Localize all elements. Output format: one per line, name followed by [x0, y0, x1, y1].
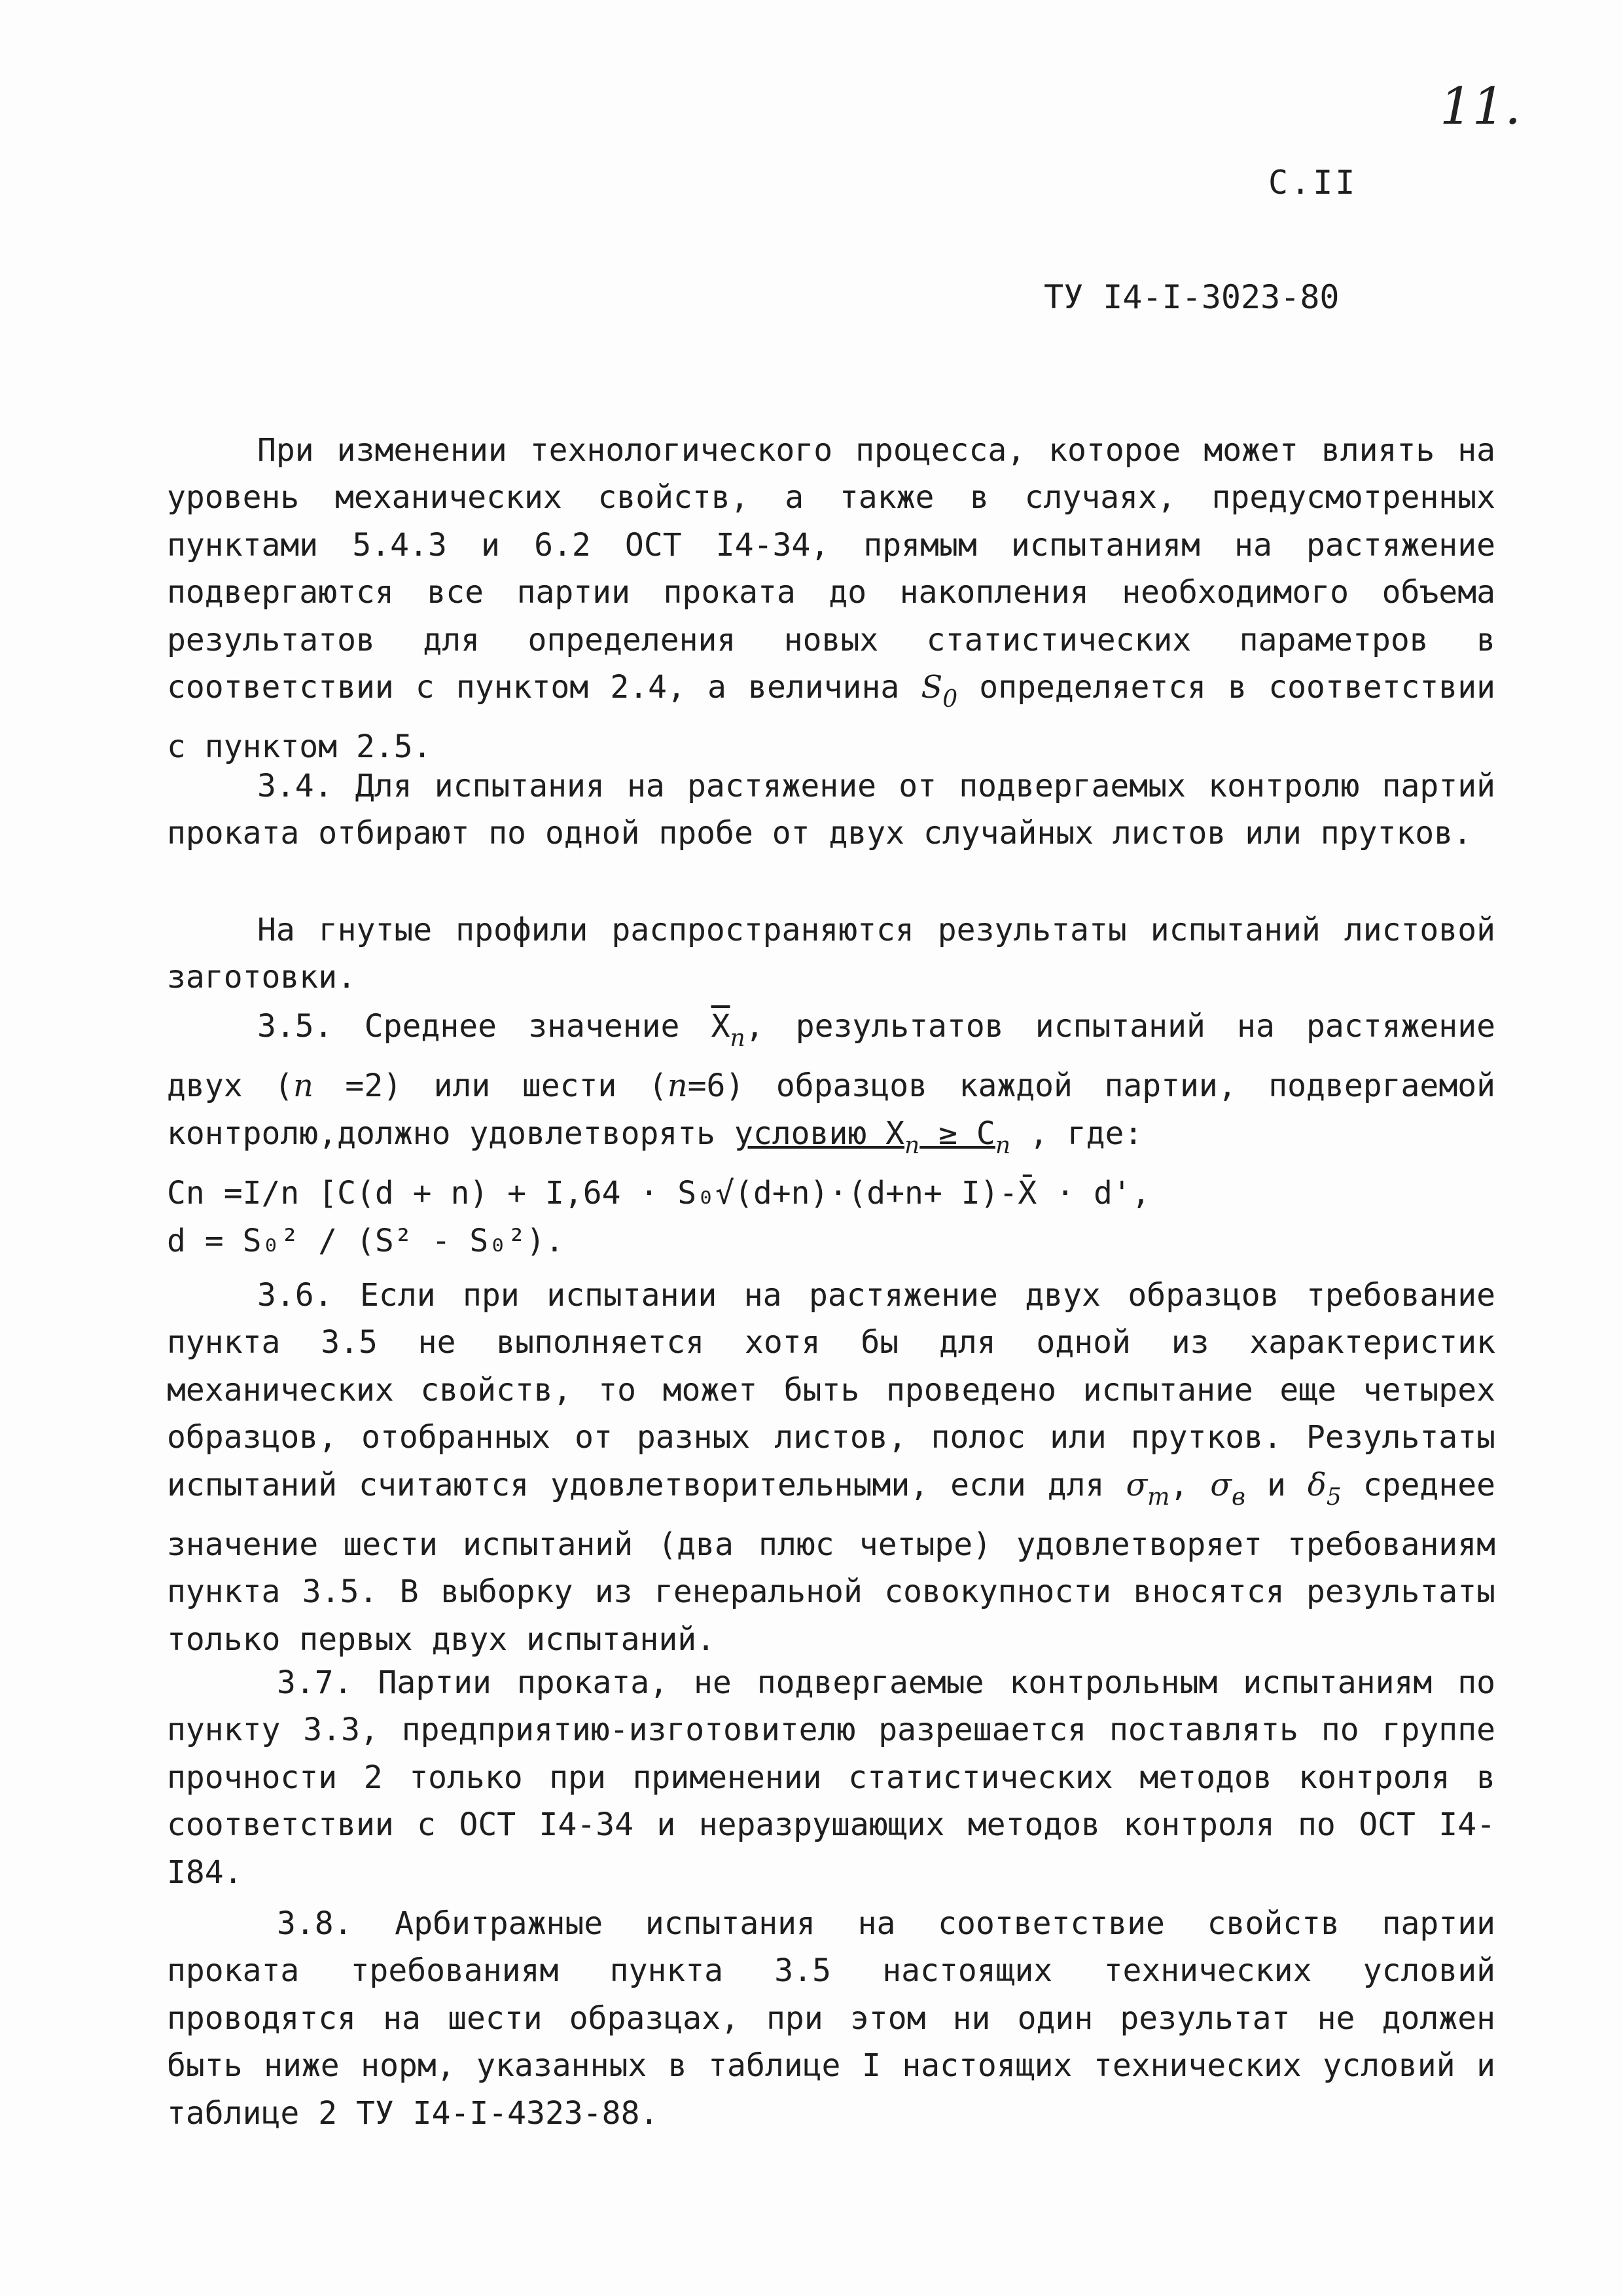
clause-text: 3.4. Для испытания на растяжение от подвергаемых контролю партий проката отбирают по одной пробе от двух случайных листов или прутков.	[167, 768, 1495, 852]
delta-5-symbol: $\delta_5$	[1307, 1466, 1342, 1511]
paragraph-text-tail: определяется в соответствии с пунктом 2.5.	[167, 669, 1495, 766]
clause-text: На гнутые профили распространяются результаты испытаний листовой заготовки.	[167, 912, 1495, 996]
clause-3-7	[167, 1659, 1495, 1896]
clause-text: 3.8. Арбитражные испытания на соответствие свойств партии проката требованиям пункта 3.5 настоящих технических условий проводятся на шести образцах, при этом ни один результат не должен быть ниже норм, указанных в таблице I настоящих технических условий и таблице 2 ТУ I4-I-4323-88.	[167, 1905, 1495, 2132]
clause-3-8	[167, 1900, 1495, 2137]
condition-expression: условию $X_n \ge C_n$	[734, 1115, 1011, 1159]
x-bar-symbol: $\overline{X}$	[711, 1008, 730, 1045]
formula-cn: Cn =I/n [C(d + n) + I,64 · S₀√(d+n)·(d+n+ I)-X̄ · d',	[167, 1175, 1150, 1212]
clause-3-4	[167, 762, 1495, 857]
page-label: С.II	[1268, 164, 1358, 202]
clause-3-5: 3.5. Среднее значение $\overline{X}_n$, результатов испытаний на растяжение двух (n =2) или шести (n=6) образцов каждой партии, подвергаемой контролю,должно удовлетворять условию $X_n \ge C_n$ , где: Cn =I/n [C(d + n) + I,64 · S₀√(d+n)·(d+n+ I)-X̄ · d', d = S₀² / (S² - S₀²).	[167, 1003, 1495, 1265]
clause-bent-profiles	[167, 906, 1495, 1001]
formula-d: d = S₀² / (S² - S₀²).	[167, 1222, 564, 1259]
s0-symbol: $S_0$	[921, 669, 958, 713]
sigma-v-symbol: $\sigma_в$	[1210, 1466, 1245, 1511]
paragraph-process-change	[167, 427, 1495, 771]
document-code: ТУ I4-I-3023-80	[1044, 278, 1340, 316]
clause-text: 3.7. Партии проката, не подвергаемые контрольным испытаниям по пункту 3.3, предприятию-изготовителю разрешается поставлять по группе прочности 2 только при применении статистических методов контроля в соответствии с ОСТ I4-34 и неразрушающих методов контроля по ОСТ I4-I84.	[167, 1664, 1495, 1891]
sigma-t-symbol: $\sigma_т$	[1126, 1466, 1170, 1511]
handwritten-page-number: 11.	[1440, 77, 1522, 136]
paragraph-text: При изменении технологического процесса, которое может влиять на уровень механических свойств, а также в случаях, предусмотренных пунктами 5.4.3 и 6.2 ОСТ I4-34, прямым испытаниям на растяжение подвергаются все партии проката до накопления необходимого объема результатов для определения новых статистических параметров в соответствии с пунктом 2.4, а величина	[167, 432, 1495, 706]
clause-3-6: 3.6. Если при испытании на растяжение двух образцов требование пункта 3.5 не выполняется хотя бы для одной из характеристик механических свойств, то может быть проведено испытание еще четырех образцов, отобранных от разных листов, полос или прутков. Результаты испытаний считаются удовлетворительными, если для $\sigma_т$, $\sigma_в$ и $\delta_5$ среднее значение шести испытаний (два плюс четыре) удовлетворяет требованиям пункта 3.5. В выборку из генеральной совокупности вносятся результаты только первых двух испытаний.	[167, 1277, 1496, 1658]
